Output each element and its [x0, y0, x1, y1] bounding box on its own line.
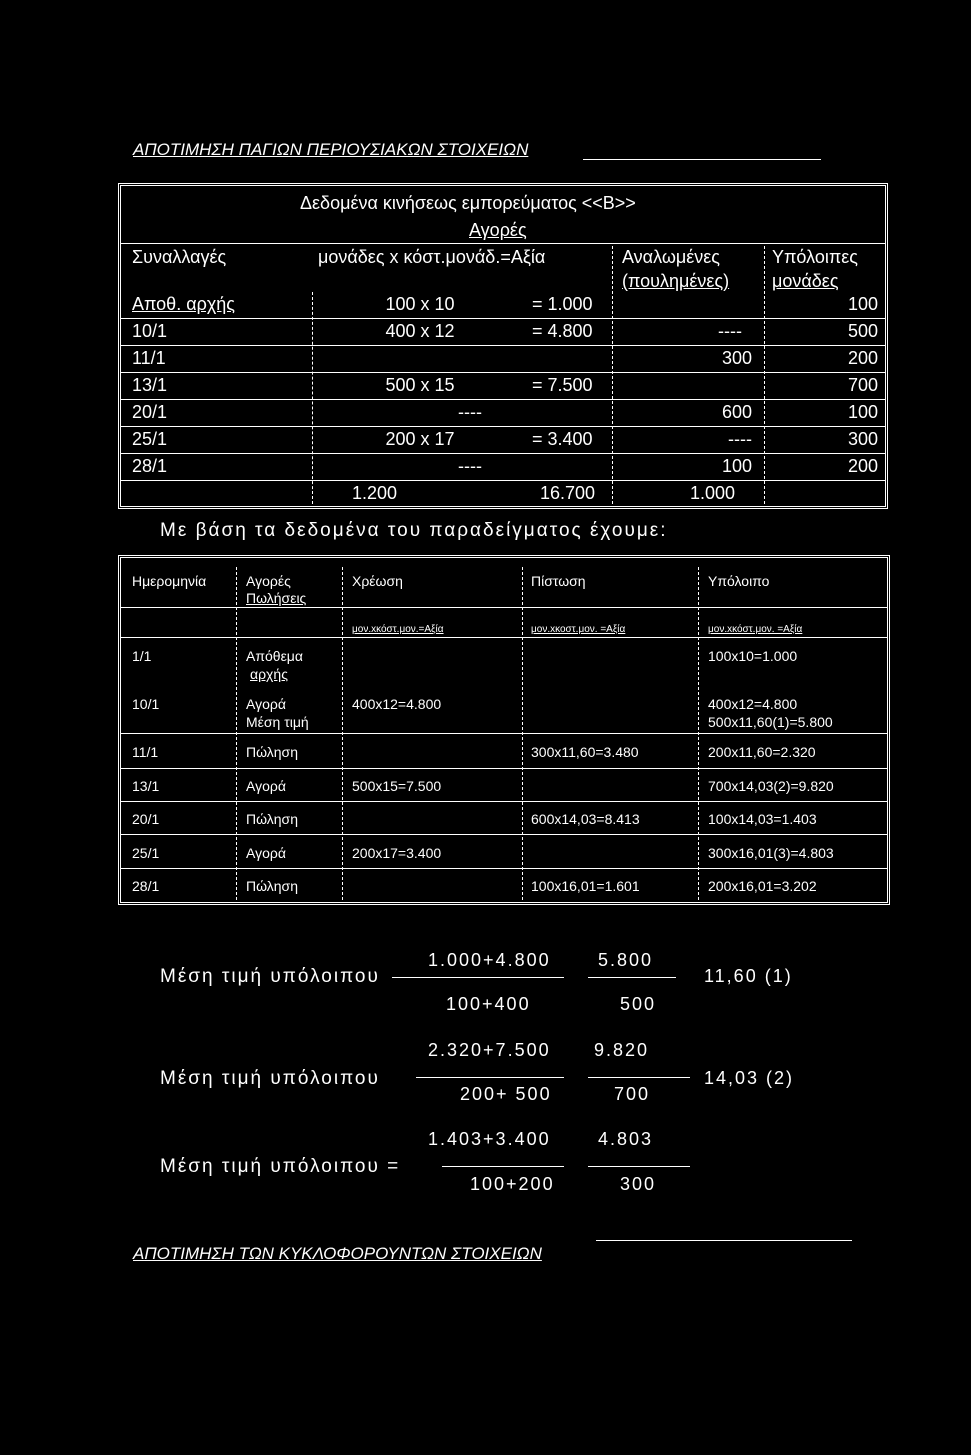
col-type: Αγορές — [246, 573, 291, 589]
intro-text: Με βάση τα δεδομένα του παραδείγματος έχουμε: — [160, 520, 668, 541]
divider — [764, 246, 765, 504]
row-remaining: 200 — [847, 456, 878, 476]
formula-numerator-2: 4.803 — [598, 1129, 654, 1149]
row-date: 20/1 — [132, 811, 160, 827]
divider — [121, 801, 887, 802]
row-type: Αγορά — [246, 845, 286, 861]
divider — [121, 426, 885, 427]
fraction-bar — [392, 977, 564, 978]
row-type-sub: Μέση τιμή — [246, 714, 309, 730]
fraction-bar — [442, 1166, 564, 1167]
row-date: 10/1 — [132, 696, 160, 712]
subcol-debit: μον.xκόστ.μον.=Αξία — [352, 624, 444, 635]
table1-subtitle: Αγορές — [469, 220, 527, 240]
col-purchases: μονάδες x κόστ.μονάδ.=Αξία — [318, 247, 546, 267]
row-balance: 100x14,03=1.403 — [708, 811, 817, 827]
col-balance: Υπόλοιπο — [708, 573, 770, 589]
formula-denominator: 100+400 — [446, 994, 531, 1014]
row-remaining: 100 — [847, 402, 878, 422]
formula-denominator-2: 500 — [620, 994, 657, 1014]
col-consumed-sub: (πουλημένες) — [622, 271, 730, 291]
divider — [121, 768, 887, 769]
row-balance: 700x14,03(2)=9.820 — [708, 778, 834, 794]
row-type: Απόθεμα — [246, 648, 303, 664]
row-type: Αγορά — [246, 696, 286, 712]
formula-denominator-2: 700 — [614, 1084, 651, 1104]
divider — [312, 292, 313, 504]
divider — [121, 243, 885, 244]
divider — [121, 868, 887, 869]
row-value: = 3.400 — [532, 429, 593, 449]
row-balance-2: 500x11,60(1)=5.800 — [708, 714, 833, 730]
row-balance: 200x11,60=2.320 — [708, 744, 816, 760]
row-remaining: 100 — [847, 294, 878, 314]
divider — [121, 399, 885, 400]
col-date: Ημερομηνία — [132, 573, 207, 589]
formula-label: Μέση τιμή υπόλοιπου — [160, 1068, 380, 1089]
formula-numerator-2: 5.800 — [598, 950, 654, 970]
col-credit: Πίστωση — [531, 573, 586, 589]
row-remaining: 300 — [847, 429, 878, 449]
row-label: 10/1 — [132, 321, 168, 341]
row-value: = 4.800 — [532, 321, 593, 341]
row-label: 28/1 — [132, 456, 168, 476]
row-units: 200 x 17 — [385, 429, 455, 449]
subcol-credit: μον.xκοστ.μον. =Αξία — [531, 624, 626, 635]
formula-result: 14,03 (2) — [704, 1068, 795, 1088]
row-sold: 300 — [721, 348, 752, 368]
formula-label: Μέση τιμή υπόλοιπου — [160, 966, 380, 987]
section-heading-current-assets: ΑΠΟΤΙΜΗΣΗ ΤΩΝ ΚΥΚΛΟΦΟΡΟΥΝΤΩΝ ΣΤΟΙΧΕΙΩΝ — [133, 1244, 542, 1263]
row-type: Πώληση — [246, 878, 298, 894]
row-credit: 100x16,01=1.601 — [531, 878, 640, 894]
row-label: 25/1 — [132, 429, 168, 449]
divider — [121, 834, 887, 835]
col-remaining-sub: μονάδες — [772, 271, 839, 291]
formula-numerator: 2.320+7.500 — [428, 1040, 551, 1060]
row-units: 500 x 15 — [385, 375, 455, 395]
formula-denominator-2: 300 — [620, 1174, 657, 1194]
formula-denominator: 200+ 500 — [460, 1084, 552, 1104]
row-units: ---- — [458, 402, 482, 422]
row-value: = 1.000 — [532, 294, 593, 314]
row-remaining: 500 — [847, 321, 878, 341]
row-debit: 400x12=4.800 — [352, 696, 442, 712]
heading-rule — [583, 159, 821, 160]
row-label: Αποθ. αρχής — [132, 294, 235, 314]
row-date: 1/1 — [132, 648, 152, 664]
fraction-bar — [416, 1077, 564, 1078]
row-balance: 400x12=4.800 — [708, 696, 798, 712]
col-debit: Χρέωση — [352, 573, 403, 589]
row-balance: 200x16,01=3.202 — [708, 878, 817, 894]
row-label: 20/1 — [132, 402, 168, 422]
row-units: 400 x 12 — [385, 321, 455, 341]
divider — [121, 733, 887, 734]
total-units: 1.200 — [352, 483, 398, 503]
row-remaining: 700 — [847, 375, 878, 395]
formula-denominator: 100+200 — [470, 1174, 555, 1194]
row-units: ---- — [458, 456, 482, 476]
row-debit: 500x15=7.500 — [352, 778, 442, 794]
formula-result: 11,60 (1) — [704, 966, 793, 986]
fraction-bar — [588, 977, 676, 978]
row-sold: 600 — [721, 402, 752, 422]
row-sold: 100 — [721, 456, 752, 476]
row-units: 100 x 10 — [385, 294, 455, 314]
row-date: 25/1 — [132, 845, 160, 861]
row-type: Πώληση — [246, 744, 298, 760]
formula-numerator-2: 9.820 — [594, 1040, 650, 1060]
fraction-bar — [588, 1077, 690, 1078]
row-balance: 100x10=1.000 — [708, 648, 798, 664]
row-sold: ---- — [728, 429, 752, 449]
row-sold: ---- — [718, 321, 742, 341]
row-label: 11/1 — [132, 348, 166, 368]
divider — [121, 318, 885, 319]
col-consumed: Αναλωμένες — [622, 247, 720, 267]
row-date: 13/1 — [132, 778, 160, 794]
row-type: Πώληση — [246, 811, 298, 827]
section-heading-fixed-assets: ΑΠΟΤΙΜΗΣΗ ΠΑΓΙΩΝ ΠΕΡΙΟΥΣΙΑΚΩΝ ΣΤΟΙΧΕΙΩΝ — [133, 140, 529, 159]
divider — [612, 246, 613, 504]
total-value: 16.700 — [540, 483, 596, 503]
row-debit: 200x17=3.400 — [352, 845, 442, 861]
divider — [121, 345, 885, 346]
table1-title: Δεδομένα κινήσεως εμπορεύματος <<Β>> — [300, 193, 636, 213]
row-type-sub: αρχής — [250, 666, 288, 682]
row-credit: 600x14,03=8.413 — [531, 811, 640, 827]
row-type: Αγορά — [246, 778, 286, 794]
row-date: 11/1 — [132, 744, 159, 760]
row-label: 13/1 — [132, 375, 168, 395]
col-transactions: Συναλλαγές — [132, 247, 227, 267]
divider — [121, 480, 885, 481]
row-credit: 300x11,60=3.480 — [531, 744, 639, 760]
col-type-sub: Πωλήσεις — [246, 590, 307, 606]
row-remaining: 200 — [847, 348, 878, 368]
row-value: = 7.500 — [532, 375, 593, 395]
divider — [121, 372, 885, 373]
formula-label: Μέση τιμή υπόλοιπου = — [160, 1156, 401, 1177]
total-sold: 1.000 — [690, 483, 736, 503]
divider — [121, 453, 885, 454]
row-date: 28/1 — [132, 878, 160, 894]
heading-rule — [596, 1240, 852, 1241]
subcol-balance: μον.xκόστ.μον. =Αξία — [708, 624, 803, 635]
formula-numerator: 1.000+4.800 — [428, 950, 551, 970]
formula-numerator: 1.403+3.400 — [428, 1129, 551, 1149]
fraction-bar — [588, 1166, 690, 1167]
row-balance: 300x16,01(3)=4.803 — [708, 845, 834, 861]
col-remaining: Υπόλοιπες — [772, 247, 858, 267]
